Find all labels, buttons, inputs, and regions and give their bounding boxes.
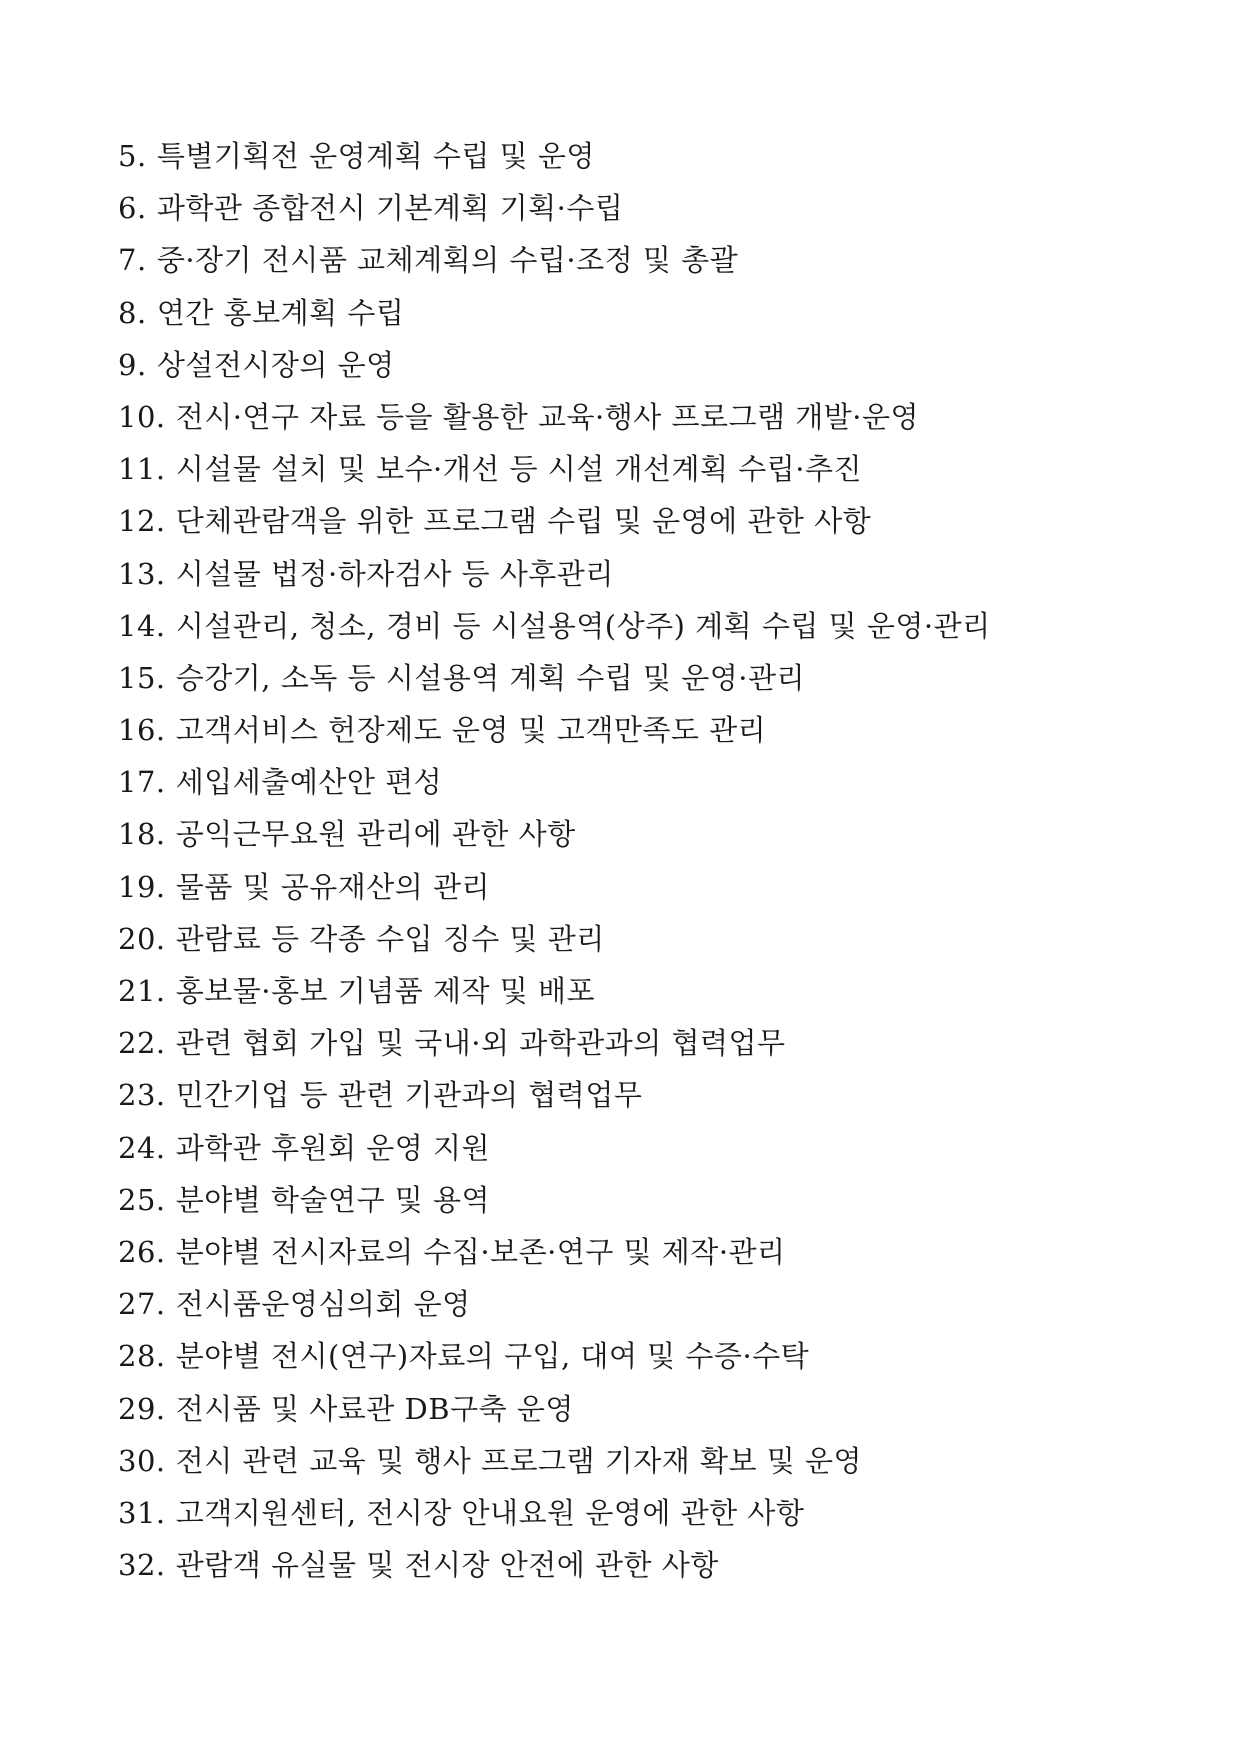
item-text: 민간기업 등 관련 기관과의 협력업무	[175, 1078, 643, 1113]
item-text: 관련 협회 가입 및 국내·외 과학관과의 협력업무	[175, 1026, 786, 1061]
item-number: 26.	[118, 1234, 166, 1269]
item-number: 13.	[118, 556, 166, 591]
list-item	[118, 495, 991, 547]
list-item	[118, 1122, 991, 1174]
item-text: 고객서비스 헌장제도 운영 및 고객만족도 관리	[175, 713, 767, 748]
item-number: 10.	[118, 399, 166, 434]
item-number: 24.	[118, 1130, 166, 1165]
list-item	[118, 1435, 991, 1487]
item-text: 시설물 법정·하자검사 등 사후관리	[175, 556, 614, 591]
item-text: 홍보물·홍보 기념품 제작 및 배포	[175, 974, 596, 1008]
list-item	[118, 182, 991, 234]
list-item	[118, 339, 991, 391]
list-item	[118, 913, 991, 965]
item-text: 전시품운영심의회 운영	[175, 1287, 471, 1322]
item-text: 분야별 학술연구 및 용역	[175, 1182, 491, 1217]
list-item	[118, 1278, 991, 1330]
item-text: 분야별 전시자료의 수집·보존·연구 및 제작·관리	[175, 1234, 786, 1269]
item-text: 공익근무요원 관리에 관한 사항	[175, 817, 576, 852]
list-item	[118, 756, 991, 808]
item-number: 28.	[118, 1339, 166, 1374]
item-number: 14.	[118, 608, 166, 643]
list-item	[118, 1383, 991, 1435]
item-text: 특별기획전 운영계획 수립 및 운영	[156, 139, 595, 173]
item-text: 분야별 전시(연구)자료의 구입, 대여 및 수증·수탁	[175, 1339, 810, 1374]
item-number: 29.	[118, 1391, 166, 1426]
item-number: 22.	[118, 1026, 166, 1061]
item-number: 25.	[118, 1182, 166, 1217]
item-number: 32.	[118, 1548, 166, 1583]
item-number: 23.	[118, 1078, 166, 1113]
list-item	[118, 861, 991, 913]
item-text: 시설관리, 청소, 경비 등 시설용역(상주) 계획 수립 및 운영·관리	[175, 608, 991, 643]
item-text: 물품 및 공유재산의 관리	[175, 869, 491, 904]
list-item	[118, 234, 991, 286]
item-number: 9.	[118, 347, 147, 382]
item-text: 상설전시장의 운영	[156, 347, 395, 382]
item-number: 5.	[118, 139, 147, 173]
duty-list	[118, 130, 991, 1591]
item-number: 16.	[118, 713, 166, 748]
item-text: 중·장기 전시품 교체계획의 수립·조정 및 총괄	[156, 243, 739, 278]
list-item	[118, 1330, 991, 1382]
list-item	[118, 443, 991, 495]
list-item	[118, 600, 991, 652]
list-item	[118, 704, 991, 756]
item-text: 과학관 후원회 운영 지원	[175, 1130, 491, 1165]
item-text: 단체관람객을 위한 프로그램 수립 및 운영에 관한 사항	[175, 504, 872, 539]
item-number: 30.	[118, 1443, 166, 1478]
item-text: 시설물 설치 및 보수·개선 등 시설 개선계획 수립·추진	[175, 452, 863, 487]
list-item	[118, 652, 991, 704]
item-number: 15.	[118, 660, 166, 695]
item-text: 전시·연구 자료 등을 활용한 교육·행사 프로그램 개발·운영	[175, 399, 920, 434]
item-number: 20.	[118, 921, 166, 956]
item-number: 6.	[118, 191, 147, 226]
item-text: 세입세출예산안 편성	[175, 765, 443, 800]
item-text: 연간 홍보계획 수립	[156, 295, 405, 330]
item-number: 18.	[118, 817, 166, 852]
item-number: 12.	[118, 504, 166, 539]
list-item	[118, 808, 991, 860]
list-item	[118, 1017, 991, 1069]
item-number: 8.	[118, 295, 147, 330]
list-item	[118, 391, 991, 443]
item-text: 승강기, 소독 등 시설용역 계획 수립 및 운영·관리	[175, 660, 805, 695]
list-item	[118, 130, 991, 182]
list-item	[118, 1226, 991, 1278]
item-text: 관람객 유실물 및 전시장 안전에 관한 사항	[175, 1548, 719, 1583]
item-text: 전시품 및 사료관 DB구축 운영	[175, 1391, 574, 1426]
list-item	[118, 548, 991, 600]
item-number: 17.	[118, 765, 166, 800]
list-item	[118, 287, 991, 339]
item-text: 전시 관련 교육 및 행사 프로그램 기자재 확보 및 운영	[175, 1443, 863, 1478]
item-number: 7.	[118, 243, 147, 278]
item-text: 고객지원센터, 전시장 안내요원 운영에 관한 사항	[175, 1495, 805, 1530]
item-number: 21.	[118, 974, 166, 1008]
list-item	[118, 1487, 991, 1539]
list-item	[118, 1539, 991, 1591]
list-item	[118, 965, 991, 1017]
item-number: 11.	[118, 452, 166, 487]
item-number: 31.	[118, 1495, 166, 1530]
item-number: 19.	[118, 869, 166, 904]
item-text: 관람료 등 각종 수입 징수 및 관리	[175, 921, 605, 956]
list-item	[118, 1174, 991, 1226]
item-text: 과학관 종합전시 기본계획 기획·수립	[156, 191, 624, 226]
list-item	[118, 1069, 991, 1121]
item-number: 27.	[118, 1287, 166, 1322]
